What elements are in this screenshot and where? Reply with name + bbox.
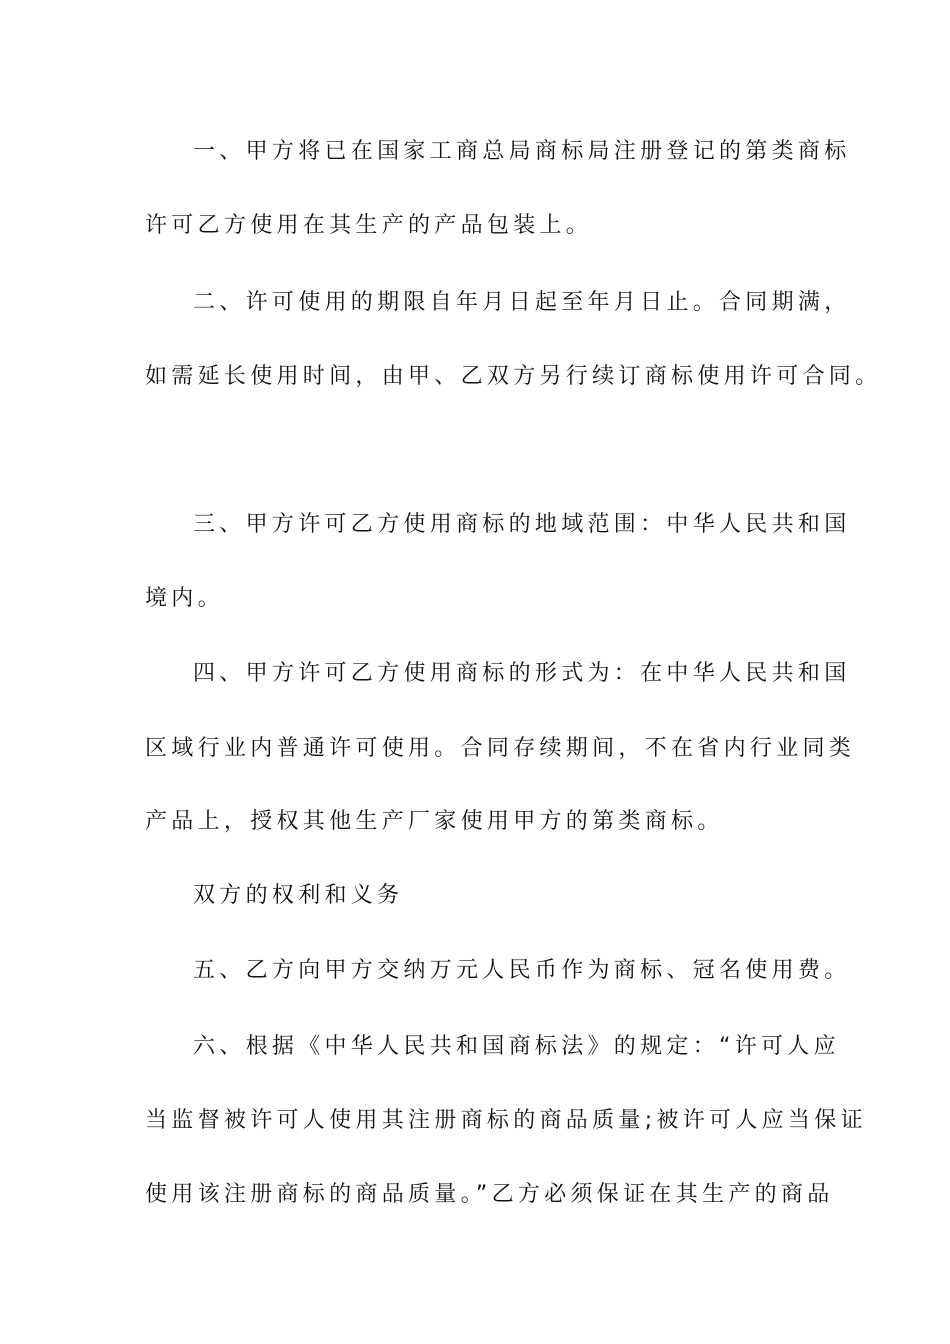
clause-5-line-1: 五、乙方向甲方交纳万元人民币作为商标、冠名使用费。 (193, 958, 851, 983)
clause-2-line-1: 二、许可使用的期限自年月日起至年月日止。合同期满， (193, 290, 851, 315)
clause-6-line-1: 六、根据《中华人民共和国商标法》的规定：“许可人应 (193, 1034, 840, 1059)
clause-1-line-1: 一、甲方将已在国家工商总局商标局注册登记的第类商标 (193, 139, 851, 164)
clause-1-line-2: 许可乙方使用在其生产的产品包装上。 (145, 213, 593, 238)
clause-4-line-2: 区域行业内普通许可使用。合同存续期间，不在省内行业同类 (145, 736, 856, 761)
clause-6-line-2: 当监督被许可人使用其注册商标的商品质量;被许可人应当保证 (145, 1108, 867, 1133)
clause-2-line-2: 如需延长使用时间，由甲、乙双方另行续订商标使用许可合同。 (145, 364, 882, 389)
clause-3-line-2: 境内。 (145, 586, 224, 611)
clause-3-line-1: 三、甲方许可乙方使用商标的地域范围：中华人民共和国 (193, 512, 851, 537)
section-heading: 双方的权利和义务 (193, 883, 404, 908)
clause-4-line-3: 产品上，授权其他生产厂家使用甲方的第类商标。 (145, 809, 724, 834)
clause-4-line-1: 四、甲方许可乙方使用商标的形式为：在中华人民共和国 (193, 661, 851, 686)
clause-6-line-3: 使用该注册商标的商品质量。”乙方必须保证在其生产的商品 (145, 1182, 834, 1207)
